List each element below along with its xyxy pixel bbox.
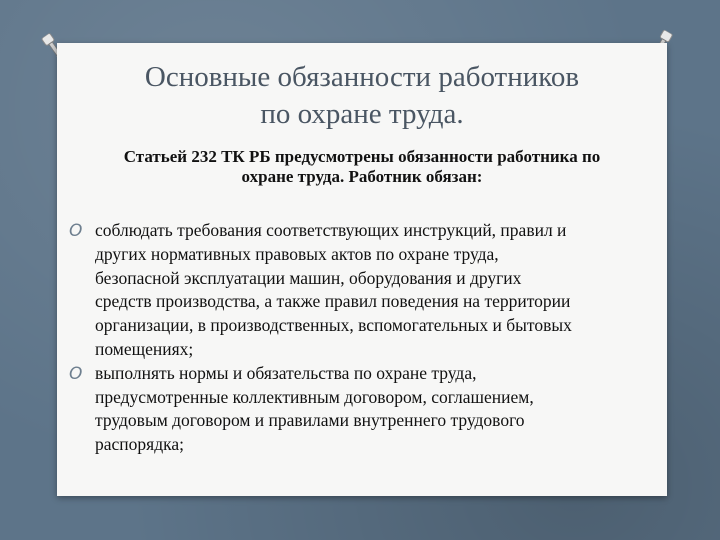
slide-title: [57, 59, 667, 133]
list-item: [67, 219, 657, 362]
slide-card: [57, 43, 667, 496]
list-item-line: других нормативных правовых актов по охране труда,: [95, 243, 499, 264]
list-item-line: помещениях;: [95, 338, 194, 359]
duties-list: [67, 219, 657, 457]
list-item: [67, 362, 657, 457]
intro-text: [71, 147, 653, 187]
list-item-line: распорядка;: [95, 434, 184, 455]
bullet-icon: O: [69, 363, 83, 384]
list-item-text: [95, 362, 657, 457]
title-line-1: Основные обязанности работников: [144, 61, 580, 93]
list-item-line: предусмотренные коллективным договором, соглашением,: [95, 386, 534, 407]
bullet-icon: O: [69, 221, 83, 241]
list-item-text: [95, 219, 657, 362]
list-item-line: организации, в производственных, вспомогательных и бытовых: [95, 315, 572, 336]
list-item-line: соблюдать требования соответствующих инструкций, правил и: [95, 220, 567, 240]
title-line-2: по охране труда.: [260, 98, 464, 130]
intro-line-2: охране труда. Работник обязан:: [241, 167, 483, 186]
list-item-line: трудовым договором и правилами внутреннего трудового: [95, 410, 525, 431]
list-item-line: выполнять нормы и обязательства по охране труда,: [95, 362, 477, 383]
intro-line-1: Статьей 232 ТК РБ предусмотрены обязанности работника по: [123, 147, 601, 166]
list-item-line: средств производства, а также правил поведения на территории: [95, 291, 571, 312]
list-item-line: безопасной эксплуатации машин, оборудования и других: [95, 267, 522, 288]
